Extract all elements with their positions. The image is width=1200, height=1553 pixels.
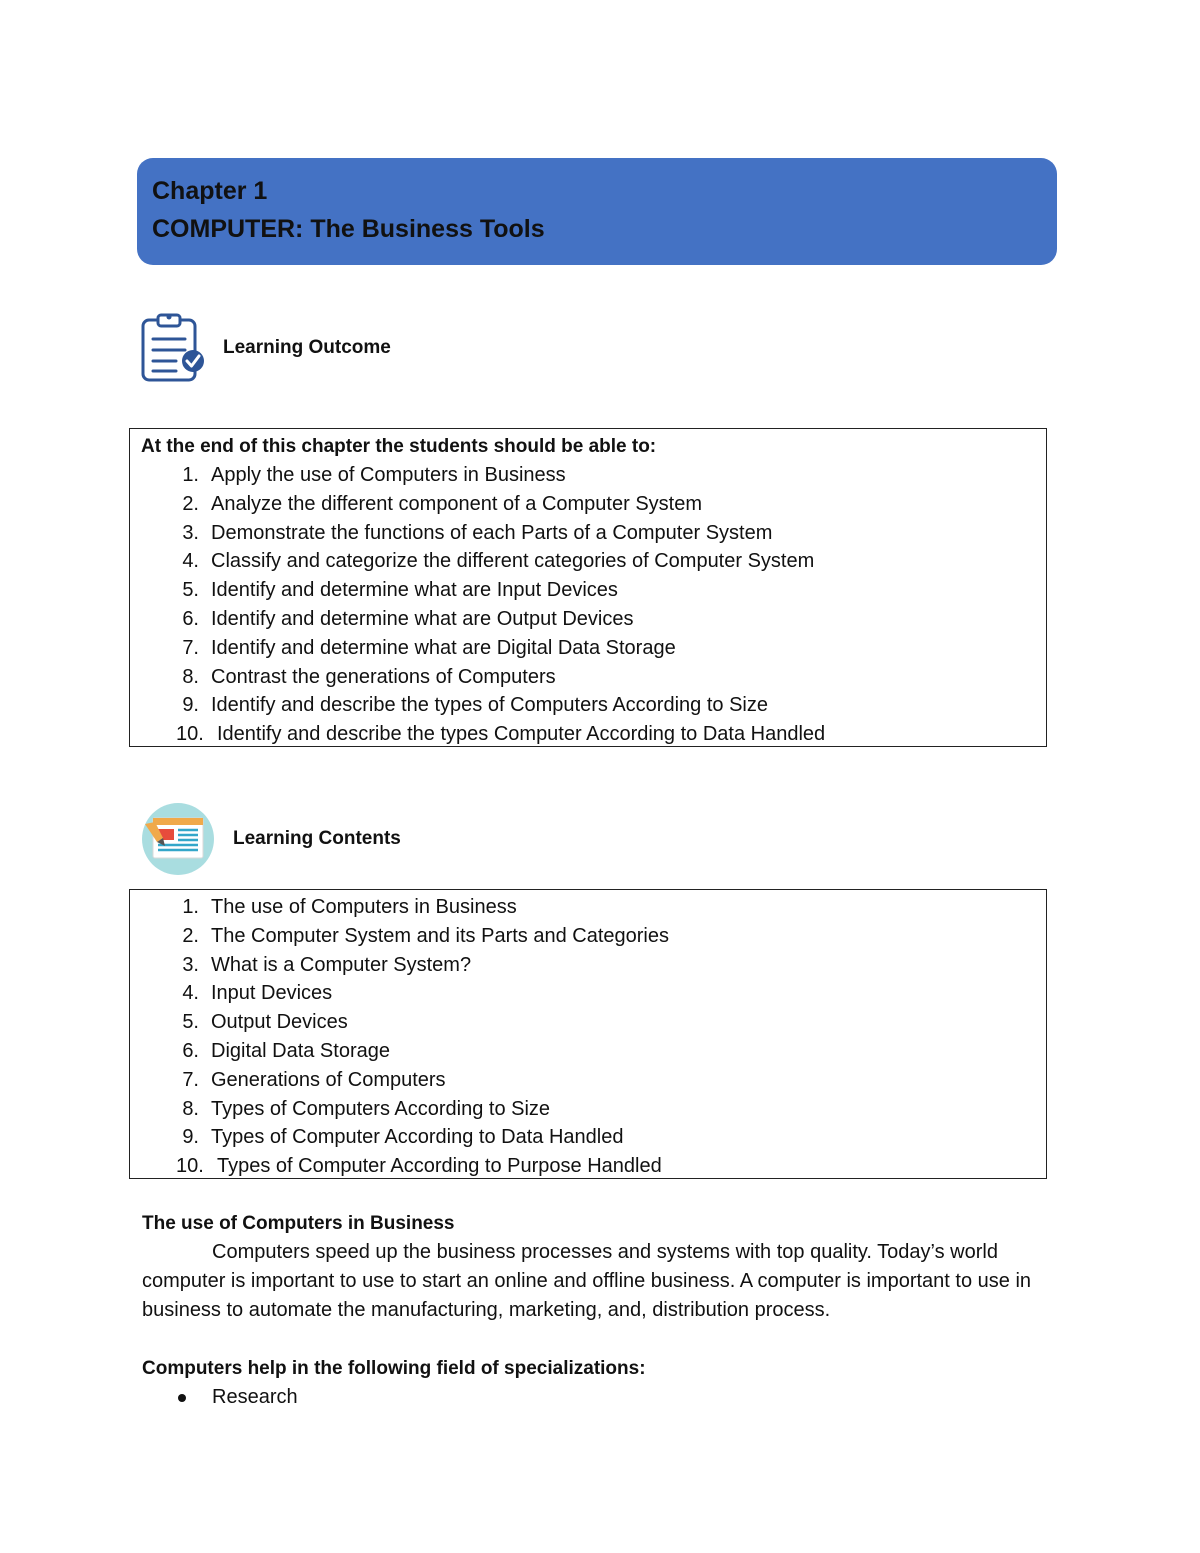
list-item: 2. Analyze the different component of a Computer System <box>182 492 703 515</box>
learning-contents-label: Learning Contents <box>233 828 401 849</box>
list-item: 1. Apply the use of Computers in Business <box>182 464 566 486</box>
list-item: 10. Identify and describe the types Computer According to Data Handled <box>176 723 826 746</box>
contents-list <box>141 893 1046 1181</box>
chapter-title: COMPUTER: The Business Tools <box>152 215 545 243</box>
list-item: 4. Input Devices <box>182 982 333 1005</box>
chapter-number: Chapter 1 <box>152 177 268 205</box>
list-item: 6. Identify and determine what are Output Devices <box>182 607 634 630</box>
learning-outcome-heading <box>140 312 391 384</box>
list-item: 9. Identify and describe the types of Computers According to Size <box>182 694 768 717</box>
list-item: 3. What is a Computer System? <box>182 953 472 976</box>
outcome-lead: At the end of this chapter the students should be able to: <box>141 436 657 457</box>
list-item: 3. Demonstrate the functions of each Parts of a Computer System <box>182 521 773 544</box>
outcome-list <box>141 461 1046 749</box>
list-item: 5. Identify and determine what are Input Devices <box>182 579 618 602</box>
list-item: 8. Contrast the generations of Computers <box>182 665 556 688</box>
fields-heading: Computers help in the following field of specializations: <box>142 1358 646 1379</box>
list-item: 1. The use of Computers in Business <box>182 896 517 918</box>
learning-contents-heading <box>141 802 401 876</box>
chapter-banner <box>137 158 1057 265</box>
body-section <box>142 1209 1062 1412</box>
list-item: 2. The Computer System and its Parts and Categories <box>182 924 669 947</box>
list-item: 9. Types of Computer According to Data Handled <box>182 1126 624 1149</box>
bullet-icon <box>178 1394 186 1402</box>
list-item: 8. Types of Computers According to Size <box>182 1097 551 1120</box>
learning-outcome-box <box>129 428 1047 747</box>
section-title: The use of Computers in Business <box>142 1213 455 1234</box>
clipboard-check-icon <box>140 312 206 384</box>
list-item: 6. Digital Data Storage <box>182 1039 390 1062</box>
list-item: 4. Classify and categorize the different categories of Computer System <box>182 550 815 573</box>
list-item: 10. Types of Computer According to Purpose Handled <box>176 1155 662 1178</box>
learning-outcome-label: Learning Outcome <box>223 337 391 358</box>
learning-contents-box <box>129 889 1047 1179</box>
list-item: 7. Identify and determine what are Digital Data Storage <box>182 636 676 659</box>
fields-list <box>142 1383 1062 1412</box>
web-page-icon <box>141 802 215 876</box>
list-item: 7. Generations of Computers <box>182 1068 446 1091</box>
list-item: Research <box>142 1383 1062 1412</box>
body-paragraph: Computers speed up the business processes and systems with top quality. Today’s world computer is important to use to start an online and offline business. A computer is important to use in business to automate the manufacturing, marketing, and, distribution process. <box>142 1241 1032 1321</box>
list-item: 5. Output Devices <box>182 1011 348 1034</box>
